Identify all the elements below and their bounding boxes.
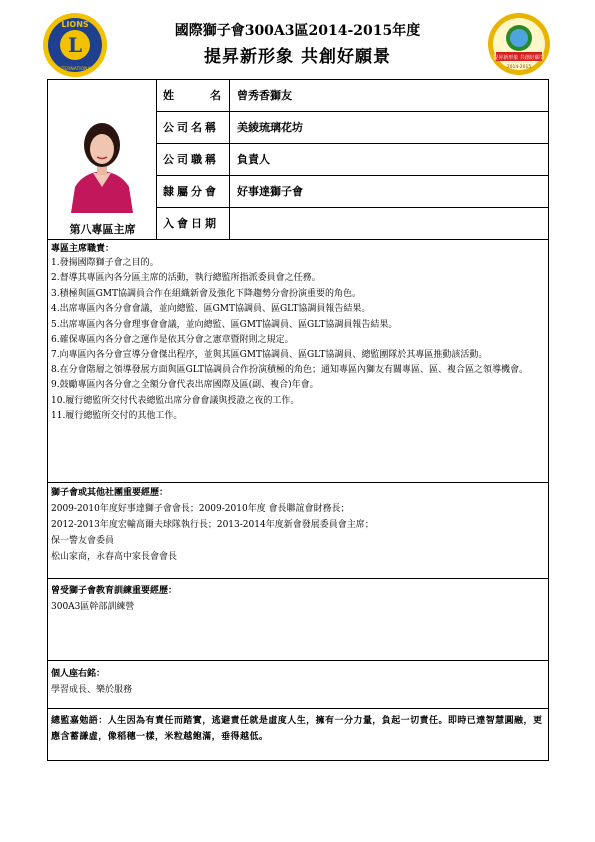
document-title-line1: 國際獅子會300A3區2014-2015年度 [174,23,421,39]
info-row-company [157,112,548,144]
portrait-photo-icon [63,107,141,213]
svg-text:L: L [67,33,83,57]
divider [48,482,548,483]
info-row-name [157,80,548,112]
motto-line: 學習成長、樂於服務 [51,685,133,695]
company-label: 公司名稱 [157,112,230,143]
experience-line: 2009-2010年度好事達獅子會會長；2009-2010年度 會長聯誼會財務長； [51,504,350,514]
district-300a3-emblem-icon [487,12,551,76]
experience-line: 松山家商，永春高中家長會會長 [51,552,178,562]
experience-line: 保一警友會委員 [51,536,115,546]
profile-form [47,79,549,761]
svg-text:提昇新形象 共創好願景: 提昇新形象 共創好願景 [493,55,545,61]
duty-item: 5.出席專區內各分會理事會會議，並向總監、區GMT協調員、區GLT協調員報告結果。 [51,319,398,330]
experience-section [51,485,545,565]
duties-section [51,242,545,425]
experience-line: 2012-2013年度宏輸高爾夫球隊執行長；2013-2014年度新會發展委員會主席； [51,520,374,530]
governor-message: 總監嘉勉語：人生因為有責任而踏實，逃避責任就是虛度人生，擁有一分力量，負起一切責任。即時已達智慧圓融，更應含蓄謙虛，像稻穗一樣，米粒越飽滿，垂得越低。 [51,716,543,742]
duty-item: 6.確保專區內各分會之運作是依其分會之憲章暨附則之規定。 [51,335,294,346]
club-value: 好事達獅子會 [237,185,303,198]
duties-title: 專區主席職責： [51,244,115,254]
duty-item: 4.出席專區內各分會會議，並向總監、區GMT協調員、區GLT協調員報告結果。 [51,304,371,315]
training-line: 300A3區幹部訓練營 [51,602,135,612]
motto-title: 個人座右銘： [51,669,106,679]
duty-item: 10.履行總監所交付代表總監出席分會會議與授證之夜的工作。 [51,395,300,406]
duty-item: 11.履行總監所交付的其他工作。 [51,411,183,422]
divider [48,660,548,661]
document-title-line2: 提昇新形象 共創好願景 [204,47,391,67]
training-section [51,583,545,615]
training-title: 曾受獅子會教育訓練重要經歷： [51,586,178,596]
duty-item: 3.積極與區GMT協調員合作在組織新會及強化下降趨勢分會扮演重要的角色。 [51,288,361,299]
info-row-join-date [157,208,548,239]
job-title-value: 負責人 [237,153,270,166]
name-value: 曾秀香獅友 [237,89,292,102]
duty-item: 8.在分會階層之領導發展方面與區GLT協調員合作扮演積極的角色；通知專區內獅友有關專區、區、複合區之領導機會。 [51,365,529,376]
info-row-job-title [157,144,548,176]
duty-item: 2.督導其專區內各分區主席的活動，執行總監所指派委員會之任務。 [51,273,321,284]
motto-section [51,666,545,698]
svg-text:2014-2015: 2014-2015 [506,65,532,70]
svg-text:LIONS: LIONS [61,20,89,29]
governor-message-section [51,713,545,745]
divider [48,239,548,240]
experience-title: 獅子會或其他社團重要經歷： [51,488,169,498]
info-row-club [157,176,548,208]
name-label: 姓 名 [157,80,230,111]
lions-international-emblem-icon [42,12,108,78]
photo-cell [48,80,157,239]
position-title: 第八專區主席 [69,223,136,236]
company-value: 美綾琉璃花坊 [237,121,303,134]
divider [48,578,548,579]
duty-item: 9.鼓勵專區內各分會之全額分會代表出席國際及區(副、複合)年會。 [51,380,319,391]
duty-item: 7.向專區內各分會宣導分會傑出程序，並與其區GMT協調員、區GLT協調員、總監團隊於其專區推動該活動。 [51,350,488,361]
job-title-label: 公司職稱 [157,144,230,175]
duty-item: 1.發揚國際獅子會之目的。 [51,258,159,268]
divider [48,708,548,709]
join-date-label: 入會日期 [157,208,230,239]
svg-text:INTERNATIONAL: INTERNATIONAL [56,67,94,72]
club-label: 隸屬分會 [157,176,230,207]
